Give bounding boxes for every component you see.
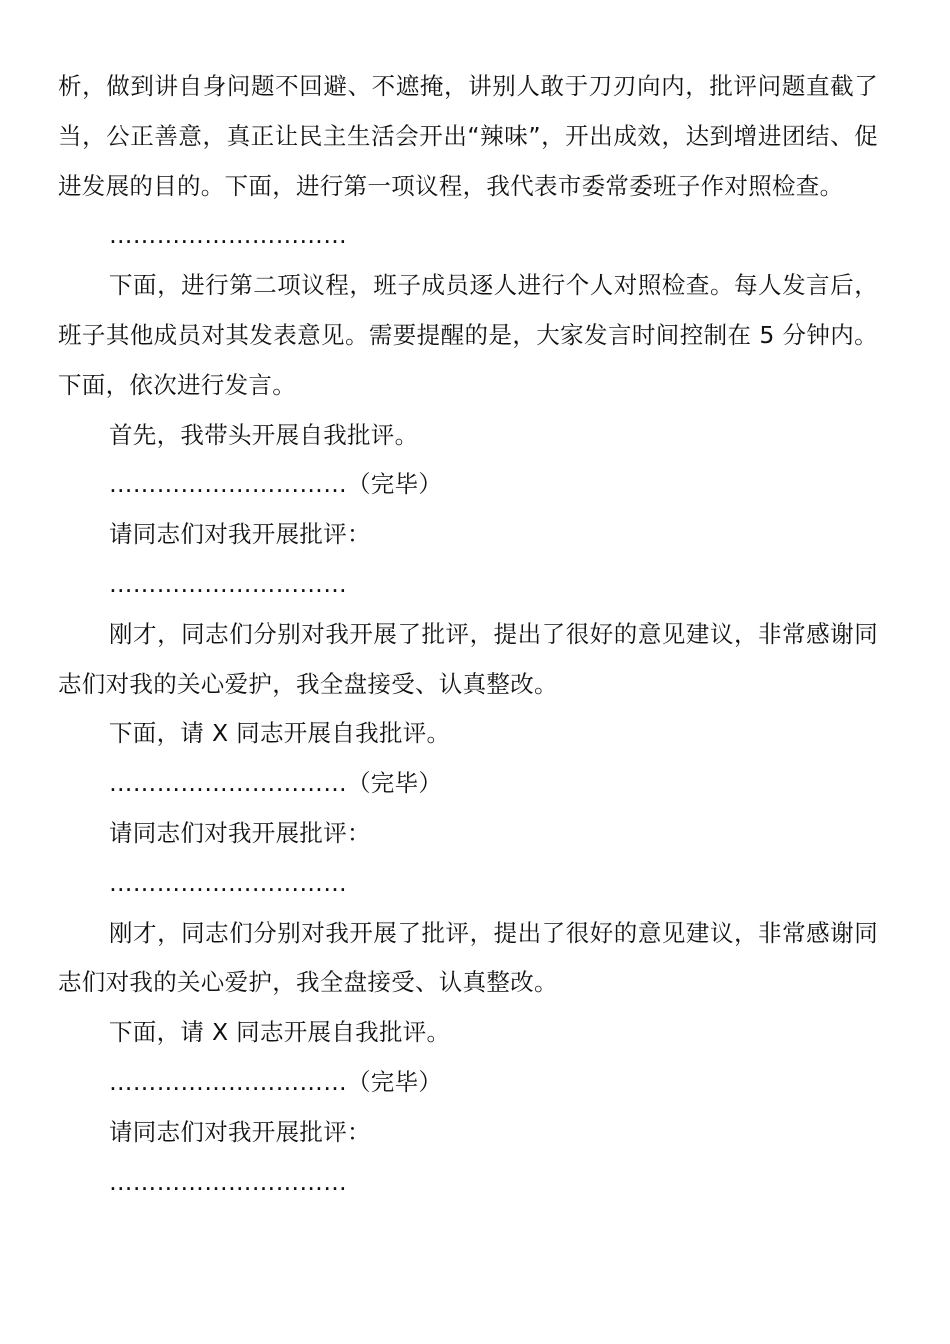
paragraph-ellipsis: …………………………	[109, 569, 347, 598]
paragraph-request-criticism: 请同志们对我开展批评：	[109, 520, 371, 549]
paragraph-ellipsis-finished: …………………………（完毕）	[109, 769, 443, 798]
paragraph-ellipsis-finished: …………………………（完毕）	[109, 1067, 443, 1096]
paragraph-thanks: 刚才，同志们分别对我开展了批评，提出了很好的意见建议，非常感谢同志们对我的关心爱护，我全盘接受、认真整改。	[58, 619, 878, 698]
paragraph-ellipsis-finished: …………………………（完毕）	[109, 470, 443, 499]
paragraph-request-criticism: 请同志们对我开展批评：	[109, 818, 371, 847]
paragraph-ellipsis: …………………………	[109, 221, 347, 250]
paragraph-next-speaker: 下面，请 X 同志开展自我批评。	[109, 1018, 451, 1047]
paragraph-request-criticism: 请同志们对我开展批评：	[109, 1117, 371, 1146]
paragraph-opening-continuation: 析，做到讲自身问题不回避、不遮掩，讲别人敢于刀刃向内，批评问题直截了当，公正善意，真正让民主生活会开出“辣味”，开出成效，达到增进团结、促进发展的目的。下面，进行第一项议程，我代表市委常委班子作对照检查。	[58, 72, 878, 200]
paragraph-ellipsis: …………………………	[109, 1167, 347, 1196]
paragraph-next-speaker: 下面，请 X 同志开展自我批评。	[109, 719, 451, 748]
paragraph-thanks: 刚才，同志们分别对我开展了批评，提出了很好的意见建议，非常感谢同志们对我的关心爱护，我全盘接受、认真整改。	[58, 918, 878, 997]
document-body	[58, 62, 878, 1207]
paragraph-ellipsis: …………………………	[109, 868, 347, 897]
paragraph-second-agenda: 下面，进行第二项议程，班子成员逐人进行个人对照检查。每人发言后，班子其他成员对其发表意见。需要提醒的是，大家发言时间控制在 5 分钟内。下面，依次进行发言。	[58, 271, 878, 399]
paragraph-self-criticism-lead: 首先，我带头开展自我批评。	[109, 420, 419, 449]
